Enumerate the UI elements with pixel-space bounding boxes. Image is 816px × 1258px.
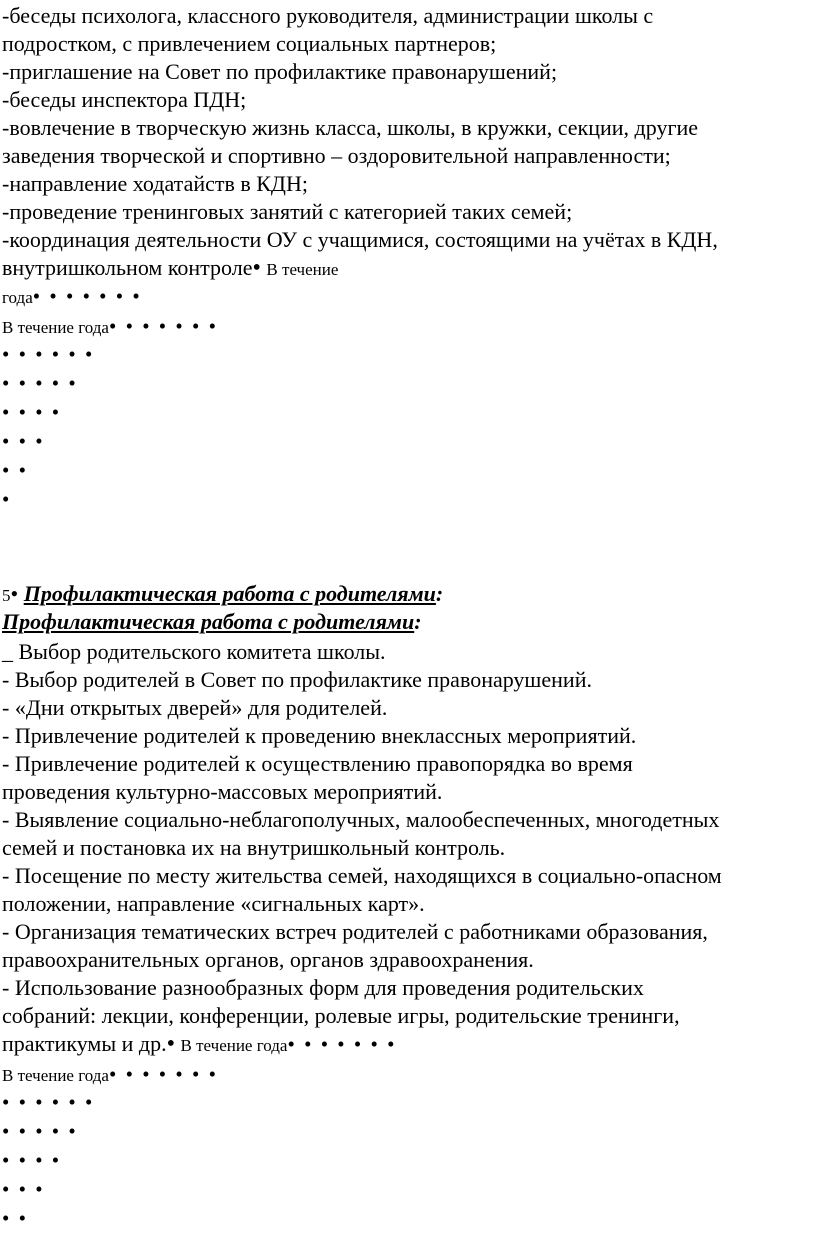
section-heading (2, 580, 443, 610)
term-label: В течение года (2, 318, 109, 337)
dot-row: • • • • • (2, 371, 78, 395)
text-line: проведения культурно-массовых мероприятий. (2, 779, 443, 804)
text-line: собраний: лекции, конференции, ролевые игры, родительские тренинги, (2, 1003, 680, 1028)
dot-row: • • • • • • (2, 342, 95, 366)
text-line: правоохранительных органов, органов здравоохранения. (2, 947, 534, 972)
dot-row: • • • • • (2, 1119, 78, 1143)
text-line: - Привлечение родителей к проведению внеклассных мероприятий. (2, 723, 637, 748)
text-line: положении, направление «сигнальных карт». (2, 891, 425, 916)
dot-row: • • • • • • • (287, 1032, 397, 1056)
dot-row: • • • • • • • (108, 1062, 218, 1086)
text-line (2, 282, 142, 312)
bullet-icon: • (10, 581, 19, 606)
dot-row: • (2, 487, 12, 511)
heading-text: Профилактическая работа с родителями (23, 581, 436, 606)
text-line: -вовлечение в творческую жизнь класса, школы, в кружки, секции, другие (2, 115, 699, 140)
heading-colon: : (414, 609, 422, 634)
term-label: В течение года (2, 1066, 109, 1085)
text-line (2, 254, 338, 284)
bullet-icon: • (252, 255, 261, 281)
text-line: семей и постановка их на внутришкольный контроль. (2, 835, 506, 860)
dot-row: • • • • • • (2, 1090, 95, 1114)
text-line: _ Выбор родительского комитета школы. (2, 639, 386, 664)
text-line: - Выбор родителей в Совет по профилактике правонарушений. (2, 667, 592, 692)
term-label: В течение года (180, 1036, 288, 1055)
text-line: - Использование разнообразных форм для проведения родительских (2, 975, 644, 1000)
text-line: - «Дни открытых дверей» для родителей. (2, 695, 388, 720)
term-label: года (2, 288, 33, 307)
dot-row: • • • • • • • (108, 314, 218, 338)
dot-row: • • • • (2, 400, 62, 424)
section-heading-repeat (2, 608, 422, 636)
bullet-icon: • (166, 1031, 175, 1057)
text-line: - Посещение по месту жительства семей, находящихся в социально-опасном (2, 863, 722, 888)
section-number: 5 (2, 586, 11, 605)
text-line (2, 1030, 396, 1060)
text-line: - Привлечение родителей к осуществлению правопорядка во время (2, 751, 633, 776)
term-label: В течение (266, 260, 339, 279)
text-line: -направление ходатайств в КДН; (2, 171, 308, 196)
text-line (2, 1060, 218, 1090)
text-line: заведения творческой и спортивно – оздоровительной направленности; (2, 143, 671, 168)
dot-row: • • • • (2, 1148, 62, 1172)
text-fragment: практикумы и др. (2, 1031, 167, 1056)
dot-row: • • • (2, 429, 45, 453)
heading-text: Профилактическая работа с родителями (2, 609, 415, 634)
dot-row: • • (2, 458, 28, 482)
text-line: подростком, с привлечением социальных партнеров; (2, 31, 497, 56)
text-fragment: внутришкольном контроле (2, 255, 253, 280)
text-line: - Организация тематических встреч родителей с работниками образования, (2, 919, 708, 944)
heading-colon: : (435, 581, 444, 606)
text-line: - Выявление социально-неблагополучных, малообеспеченных, многодетных (2, 807, 720, 832)
text-line: -проведение тренинговых занятий с категорией таких семей; (2, 199, 573, 224)
text-line: -координация деятельности ОУ с учащимися, состоящими на учётах в КДН, (2, 227, 718, 252)
text-line (2, 312, 218, 342)
text-line: -беседы инспектора ПДН; (2, 87, 247, 112)
dot-row: • • (2, 1206, 28, 1230)
text-line: -приглашение на Совет по профилактике правонарушений; (2, 59, 558, 84)
dot-row: • • • • • • • (32, 284, 142, 308)
dot-row: • • • (2, 1177, 45, 1201)
text-line: -беседы психолога, классного руководителя, администрации школы с (2, 3, 654, 28)
